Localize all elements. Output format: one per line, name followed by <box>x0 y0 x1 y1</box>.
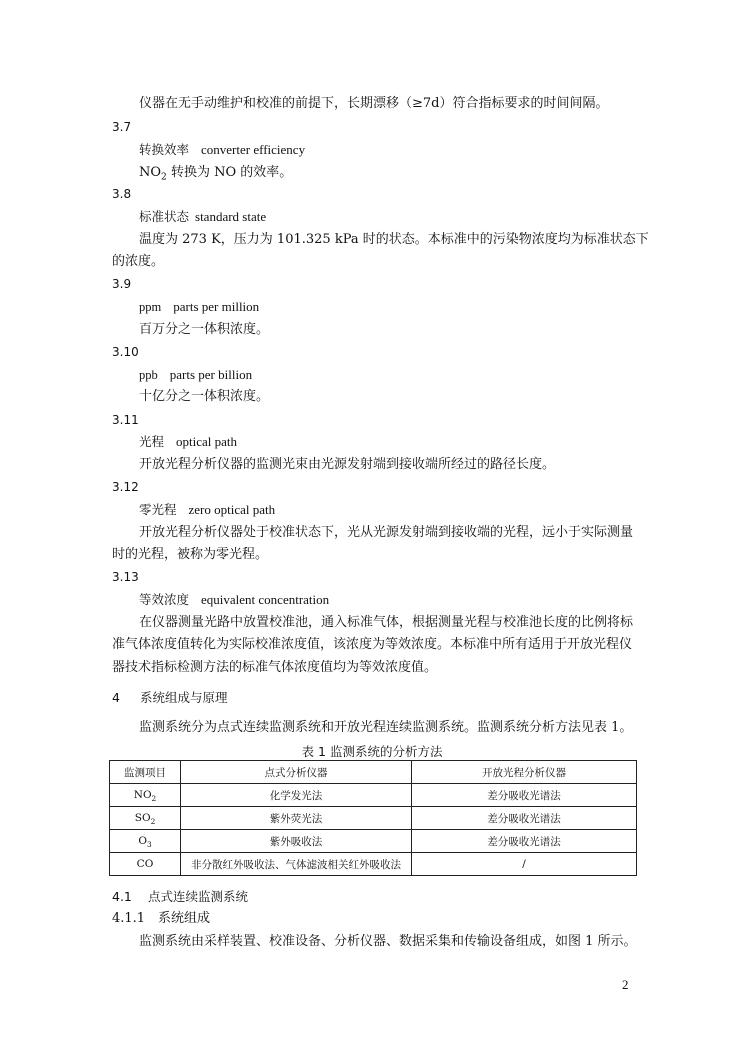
definition <box>139 165 292 181</box>
definition-text: 转换为 NO 的效率。 <box>166 165 293 180</box>
term-cn: 标准状态 <box>139 209 190 224</box>
term-cn: 转换效率 <box>139 142 190 157</box>
paragraph-line: 监测系统分为点式连续监测系统和开放光程连续监测系统。监测系统分析方法见表 1。 <box>139 720 633 735</box>
table-caption: 表 1 监测系统的分析方法 <box>301 744 443 759</box>
open-method-cell: 差分吸收光谱法 <box>412 807 637 830</box>
section-title: 系统组成与原理 <box>140 690 228 705</box>
definition: 器技术指标检测方法的标准气体浓度值均为等效浓度值。 <box>112 660 438 675</box>
header-cell: 开放光程分析仪器 <box>412 761 637 784</box>
table-row <box>110 807 637 830</box>
clause-number: 3.13 <box>112 570 139 584</box>
table-header-row <box>110 761 637 784</box>
item-text: NO <box>133 789 152 801</box>
term-heading <box>139 209 266 226</box>
term-en: optical path <box>176 434 238 449</box>
term-heading <box>139 592 329 609</box>
table-row <box>110 830 637 853</box>
clause-number: 3.9 <box>112 277 132 291</box>
term-en: parts per million <box>173 299 260 314</box>
term-heading <box>139 367 252 384</box>
clause-number: 3.11 <box>112 413 139 427</box>
item-cell <box>110 807 181 830</box>
formula-no2: NO <box>139 165 162 180</box>
section-number: 4 <box>112 690 120 705</box>
item-cell <box>110 853 181 876</box>
open-method-cell: 差分吸收光谱法 <box>412 830 637 853</box>
definition: 十亿分之一体积浓度。 <box>139 389 270 404</box>
open-method-cell: 差分吸收光谱法 <box>412 784 637 807</box>
item-text: CO <box>136 858 154 870</box>
item-cell <box>110 784 181 807</box>
definition: 时的光程，被称为零光程。 <box>112 547 269 562</box>
definition: 温度为 273 K，压力为 101.325 kPa 时的状态。本标准中的污染物浓度均为标准状态下 <box>139 232 649 247</box>
term-heading <box>139 142 305 159</box>
point-method-cell: 紫外荧光法 <box>181 807 412 830</box>
term-cn: ppm <box>139 300 162 314</box>
section-title: 系统组成 <box>158 911 211 926</box>
point-method-cell: 非分散红外吸收法、气体滤波相关红外吸收法 <box>181 853 412 876</box>
item-cell <box>110 830 181 853</box>
definition: 准气体浓度值转化为实际校准浓度值，该浓度为等效浓度。本标准中所有适用于开放光程仪 <box>112 637 633 652</box>
clause-number: 3.8 <box>112 187 132 201</box>
header-cell: 监测项目 <box>110 761 181 784</box>
header-cell: 点式分析仪器 <box>181 761 412 784</box>
clause-number: 3.12 <box>112 480 139 494</box>
term-cn: 光程 <box>139 434 165 449</box>
table-row <box>110 853 637 876</box>
definition: 在仪器测量光路中放置校准池，通入标准气体，根据测量光程与校准池长度的比例将标 <box>139 615 634 630</box>
paragraph-line: 监测系统由采样装置、校准设备、分析仪器、数据采集和传输设备组成，如图 1 所示。 <box>139 934 637 949</box>
section-number: 4.1 <box>112 889 132 904</box>
point-method-cell: 紫外吸收法 <box>181 830 412 853</box>
term-cn: 等效浓度 <box>139 592 190 607</box>
definition: 百万分之一体积浓度。 <box>139 322 270 337</box>
term-cn: ppb <box>139 368 158 382</box>
item-text: O <box>138 835 147 847</box>
point-method-cell: 化学发光法 <box>181 784 412 807</box>
clause-number: 3.7 <box>112 120 132 134</box>
analysis-methods-table <box>109 760 637 876</box>
subscript: 2 <box>161 172 167 183</box>
open-method-cell: / <box>412 853 637 876</box>
subsubsection-heading <box>112 911 210 927</box>
definition: 开放光程分析仪器处于校准状态下，光从光源发射端到接收端的光程，远小于实际测量 <box>139 525 634 540</box>
term-en: converter efficiency <box>201 142 306 157</box>
definition: 开放光程分析仪器的监测光束由光源发射端到接收端所经过的路径长度。 <box>139 457 556 472</box>
clause-number: 3.10 <box>112 345 139 359</box>
subscript: 2 <box>150 817 156 827</box>
paragraph-line: 仪器在无手动维护和校准的前提下，长期漂移（≥7d）符合指标要求的时间间隔。 <box>139 96 609 111</box>
term-en: zero optical path <box>188 502 276 517</box>
section-title: 点式连续监测系统 <box>148 889 249 904</box>
term-heading <box>139 502 275 519</box>
definition: 的浓度。 <box>112 254 165 269</box>
term-heading <box>139 299 259 316</box>
subscript: 2 <box>151 794 157 804</box>
term-en: parts per billion <box>169 367 253 382</box>
section-number: 4.1.1 <box>112 911 146 926</box>
page-number: 2 <box>622 977 629 992</box>
subsection-heading <box>112 889 248 905</box>
item-text: SO <box>134 812 151 824</box>
term-en: equivalent concentration <box>201 592 330 607</box>
term-en: standard state <box>195 209 267 224</box>
term-heading <box>139 434 237 451</box>
section-heading <box>112 690 228 706</box>
table-row <box>110 784 637 807</box>
subscript: 3 <box>146 840 152 850</box>
term-cn: 零光程 <box>139 502 177 517</box>
